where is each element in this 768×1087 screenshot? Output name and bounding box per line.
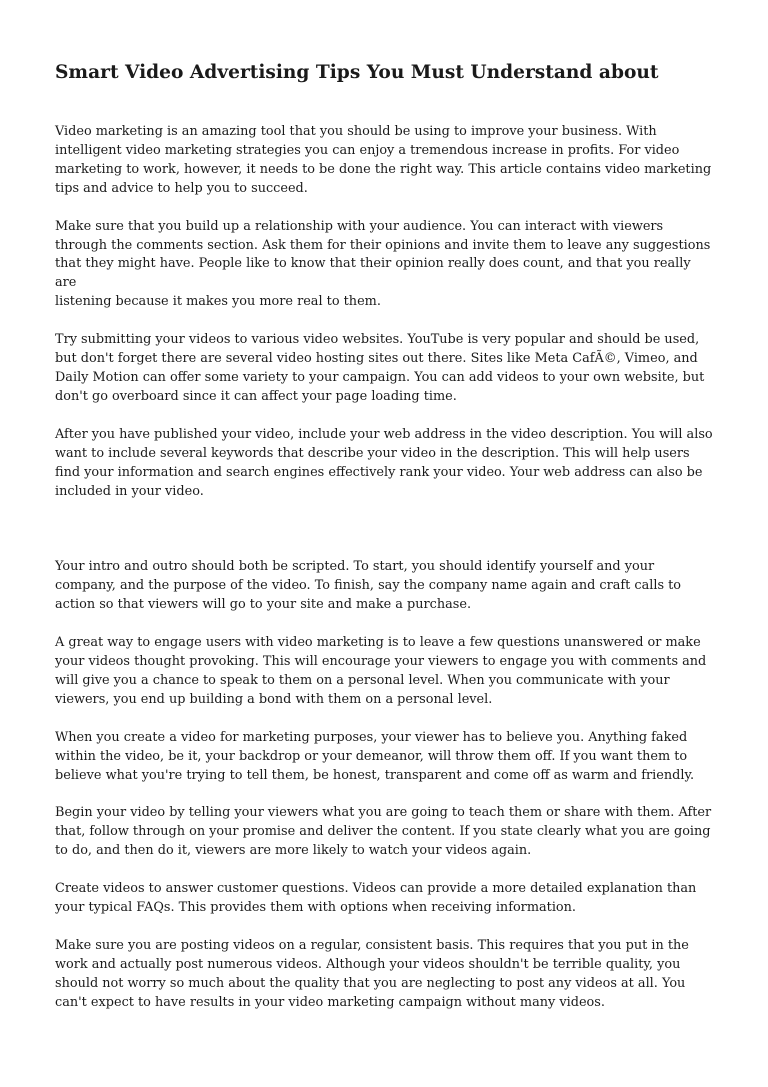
paragraph-web-address: After you have published your video, include your web address in the video description. You will also want to include several keywords that describe your video in the description. This will help users find your information and search engines effectively rank your video. Your web address can also be included in your video. <box>55 426 713 499</box>
paragraph-believe-you: When you create a video for marketing purposes, your viewer has to believe you. Anything faked within the video, be it, your backdrop or your demeanor, will throw them off. If you want them to believe what you're trying to tell them, be honest, transparent and come off as warm and friendly. <box>55 729 695 783</box>
paragraph-begin-video: Begin your video by telling your viewers what you are going to teach them or share with them. After that, follow through on your promise and deliver the content. If you state clearly what you are going to do, and then do it, viewers are more likely to watch your videos again. <box>55 805 712 859</box>
paragraph-intro-outro: Your intro and outro should both be scripted. To start, you should identify yourself and your company, and the purpose of the video. To finish, say the company name again and craft calls to action so that viewers will go to your site and make a purchase. <box>55 559 682 613</box>
paragraph-regular-posting: Make sure you are posting videos on a regular, consistent basis. This requires that you put in the work and actually post numerous videos. Although your videos shouldn't be terrible quality, you should not worry so much about the quality that you are neglecting to post any videos at all. You can't expect to have results in your video marketing campaign without many videos. <box>55 938 689 1010</box>
paragraph-intro: Video marketing is an amazing tool that you should be using to improve your business. With intelligent video marketing strategies you can enjoy a tremendous increase in profits. For video marketing to work, however, it needs to be done the right way. This article contains video marketing tips and advice to help you to succeed. <box>55 124 712 196</box>
page-title: Smart Video Advertising Tips You Must Understand about <box>55 62 659 83</box>
document-page <box>55 60 715 1032</box>
paragraph-relationship: Make sure that you build up a relationship with your audience. You can interact with viewers through the comments section. Ask them for their opinions and invite them to leave any suggestions that they might have. People like to know that their opinion really does count, and that you really are listening because it makes you more real to them. <box>55 218 711 310</box>
blank-gap <box>55 520 715 558</box>
paragraph-engage-users: A great way to engage users with video marketing is to leave a few questions unanswered or make your videos thought provoking. This will encourage your viewers to engage you with comments and will give you a chance to speak to them on a personal level. When you communicate with your viewers, you end up building a bond with them on a personal level. <box>55 635 707 707</box>
paragraph-customer-questions: Create videos to answer customer questions. Videos can provide a more detailed explanation than your typical FAQs. This provides them with options when receiving information. <box>55 881 697 916</box>
paragraph-video-websites: Try submitting your videos to various video websites. YouTube is very popular and should be used, but don't forget there are several video hosting sites out there. Sites like Meta CafÃ©, Vimeo, and Daily Motion can offer some variety to your campaign. You can add videos to your own website, but don't go overboard since it can affect your page loading time. <box>55 332 705 404</box>
